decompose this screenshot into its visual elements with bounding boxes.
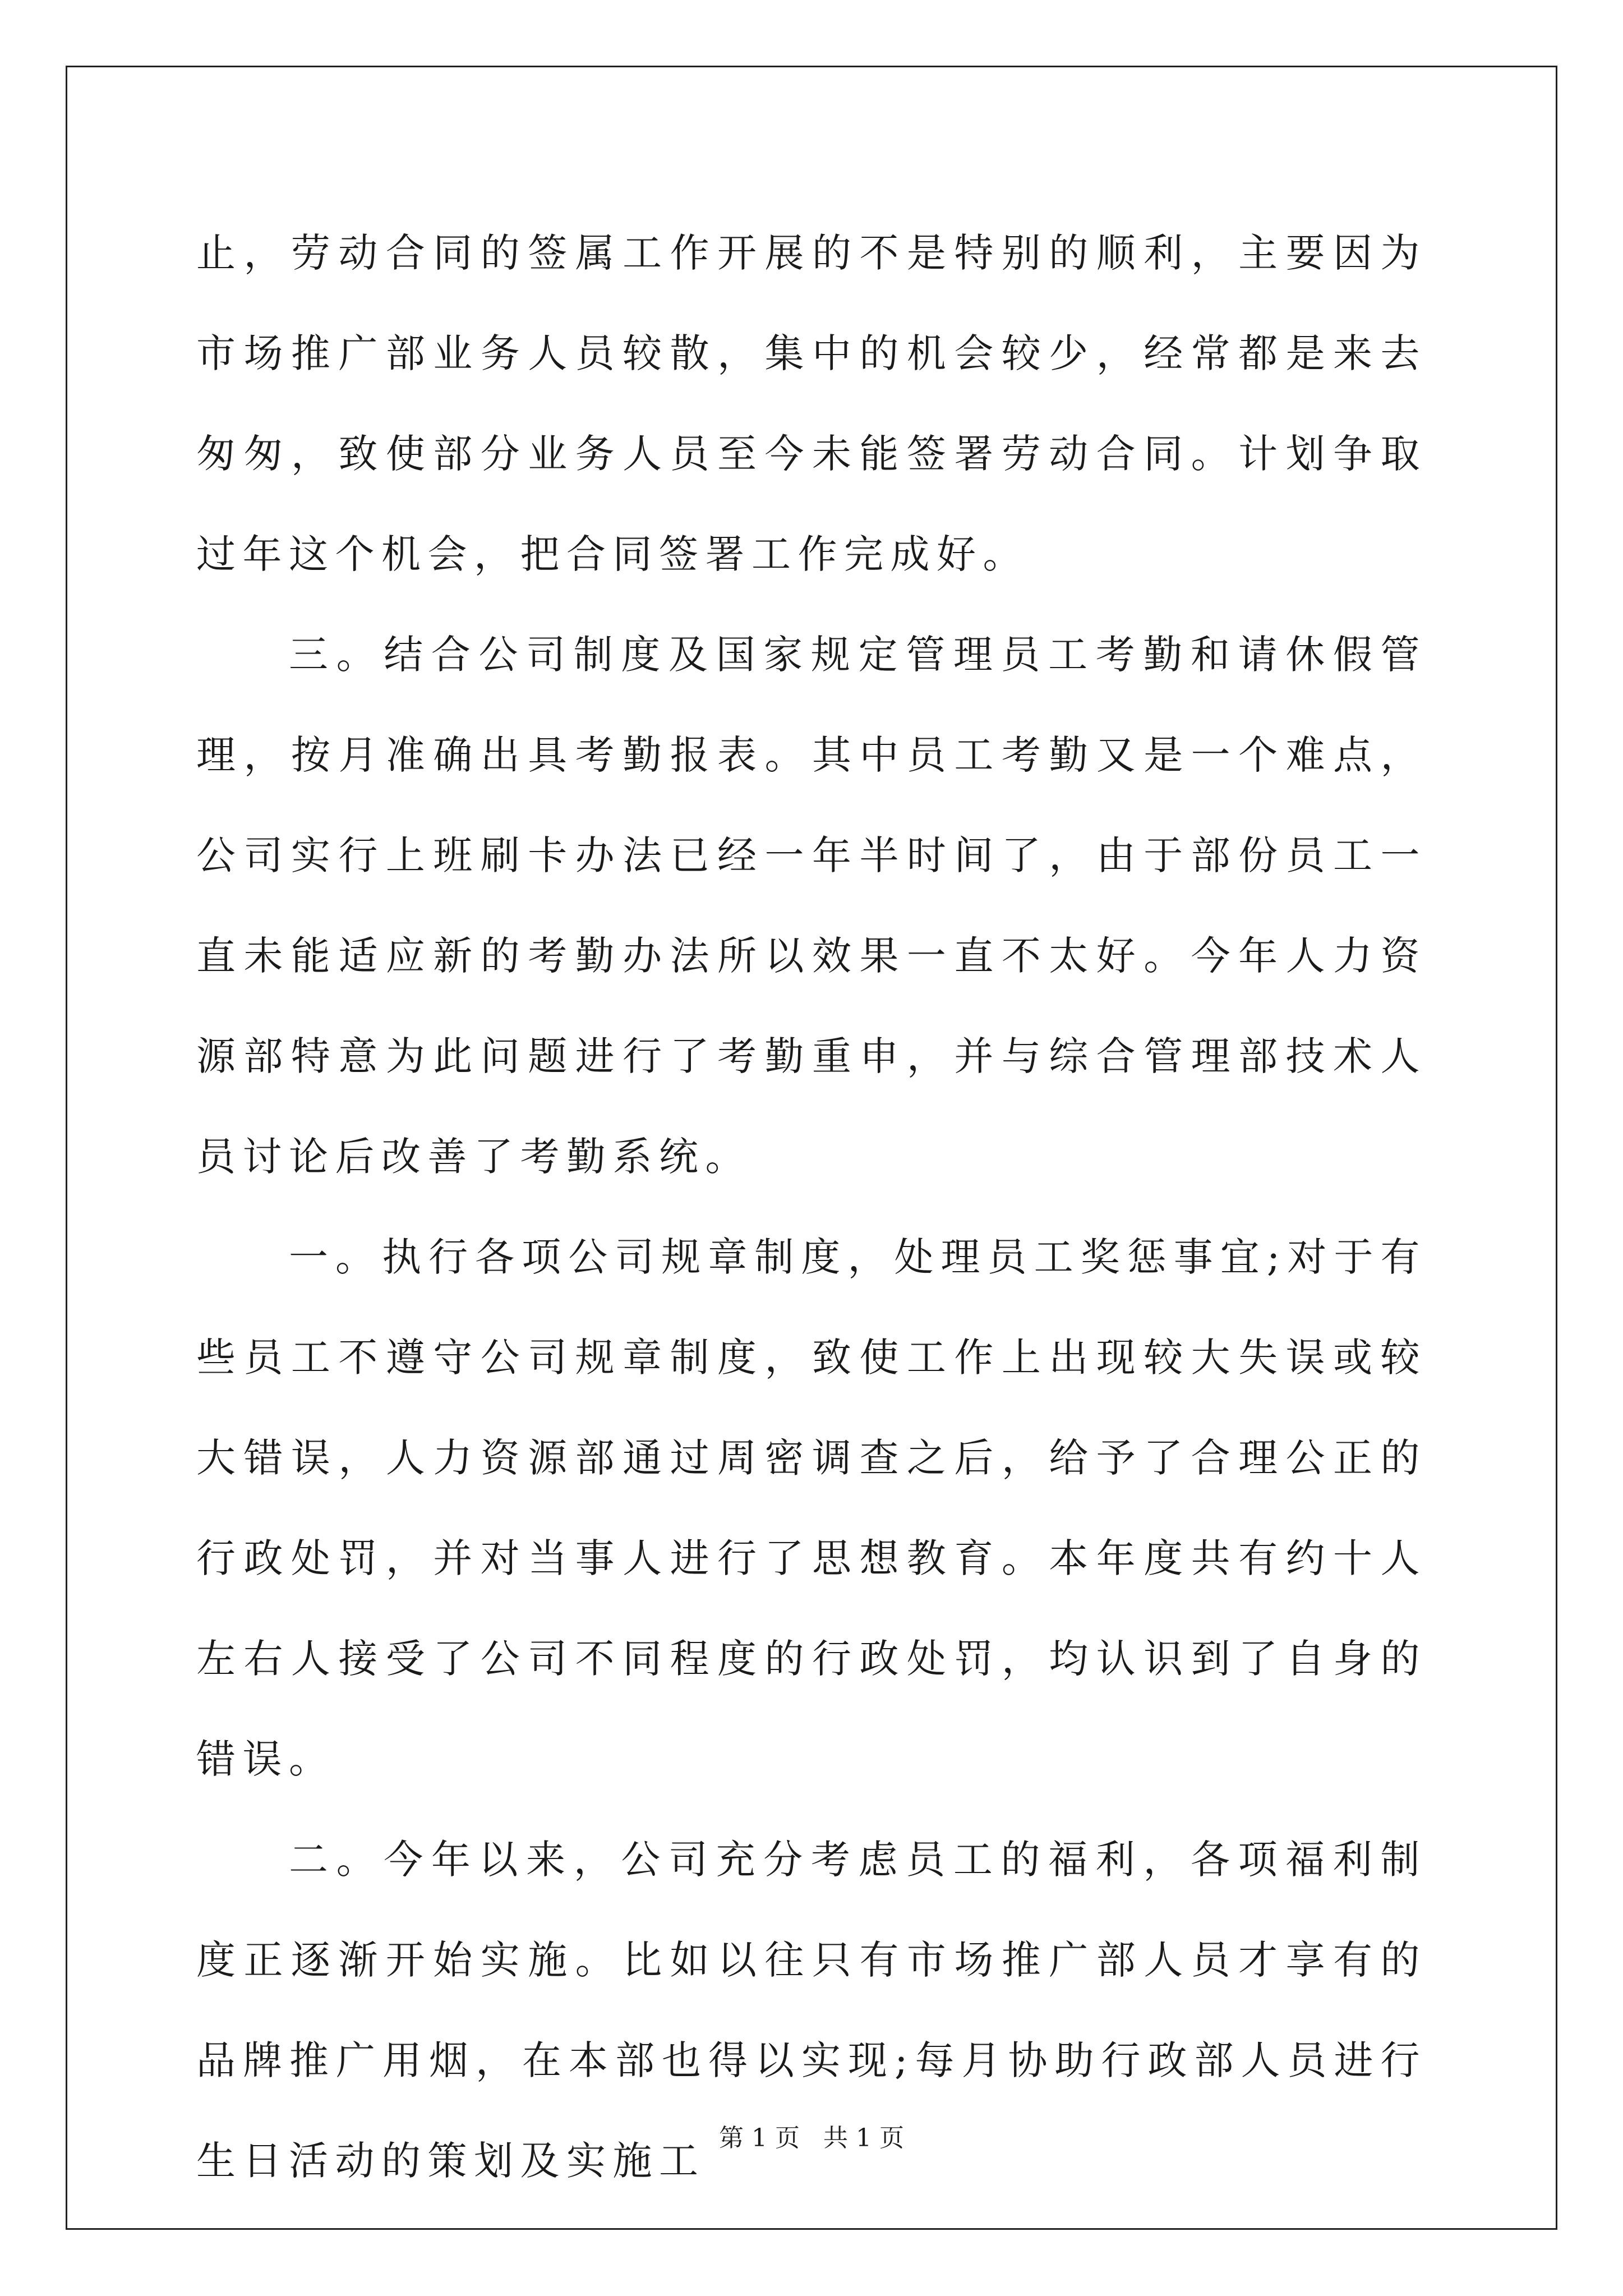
page-total: 共 1 页 (823, 2124, 904, 2152)
paragraph-1: 止，劳动合同的签属工作开展的不是特别的顺利，主要因为市场推广部业务人员较散，集中的机会较少，经常都是来去匆匆，致使部分业务人员至今未能签署劳动合同。计划争取过年这个机会，把合同签署工作完成好。 (196, 230, 1427, 577)
paragraph-4: 二。今年以来，公司充分考虑员工的福利，各项福利制度正逐渐开始实施。比如以往只有市场推广部人员才享有的品牌推广用烟，在本部也得以实现;每月协助行政部人员进行生日活动的策划及实施工 (196, 1837, 1427, 2184)
page-number: 第 1 页 (719, 2124, 800, 2152)
document-body (196, 203, 1427, 2211)
paragraph-3: 一。执行各项公司规章制度，处理员工奖惩事宜;对于有些员工不遵守公司规章制度，致使工作上出现较大失误或较大错误，人力资源部通过周密调查之后，给予了合理公正的行政处罚，并对当事人进行了思想教育。本年度共有约十人左右人接受了公司不同程度的行政处罚，均认识到了自身的错误。 (196, 1234, 1427, 1782)
page-footer (0, 2122, 1623, 2155)
paragraph-2: 三。结合公司制度及国家规定管理员工考勤和请休假管理，按月准确出具考勤报表。其中员工考勤又是一个难点，公司实行上班刷卡办法已经一年半时间了，由于部份员工一直未能适应新的考勤办法所以效果一直不太好。今年人力资源部特意为此问题进行了考勤重申，并与综合管理部技术人员讨论后改善了考勤系统。 (196, 632, 1427, 1180)
footer-spacer (800, 2124, 823, 2152)
